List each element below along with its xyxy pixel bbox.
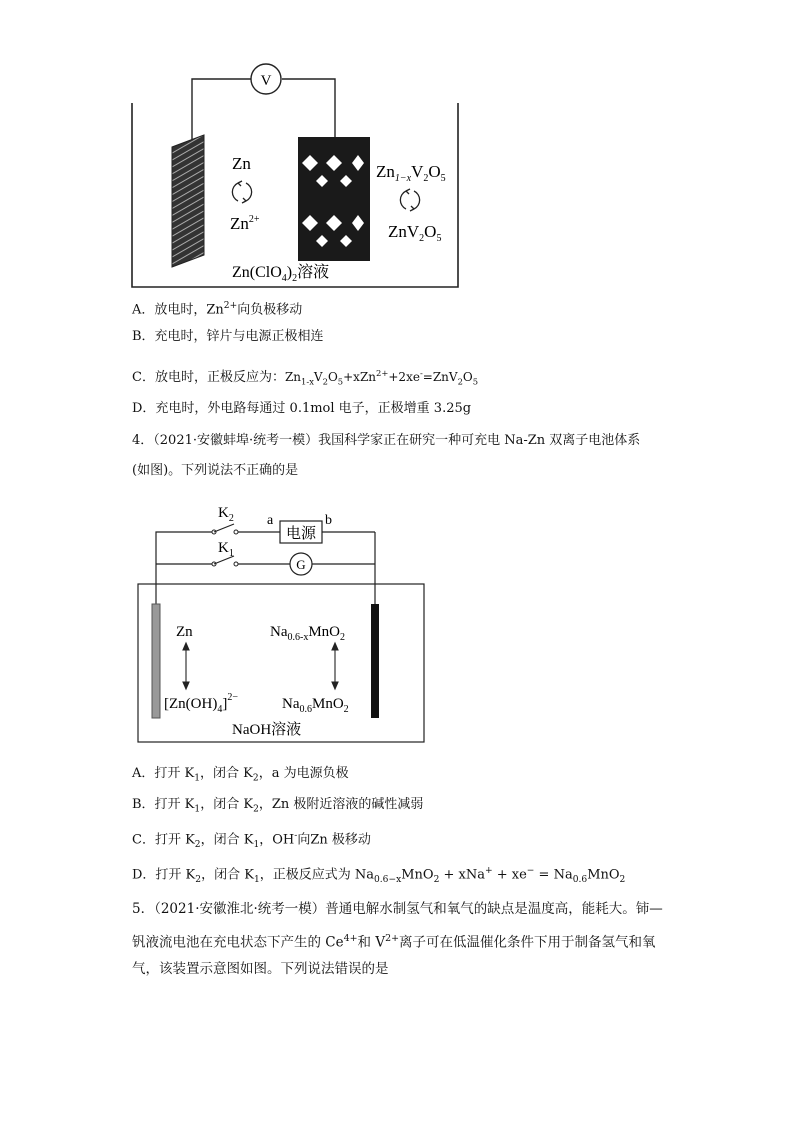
zn-electrode (152, 604, 160, 718)
figure-na-zn-battery (130, 500, 430, 748)
switch-k2[interactable] (212, 524, 238, 534)
label-naoh-solution: NaOH溶液 (232, 722, 302, 738)
q5-stem-line2: 钒液流电池在充电状态下产生的 $Ce^{4+}$和 $V^{2+}$离子可在低温催化条件下用于制备氢气和氧 (132, 933, 656, 951)
q4-option-a: A．打开 $K_1$，闭合 $K_2$，a 为电源负极 (132, 766, 349, 784)
cycle-arrows-left (232, 181, 251, 203)
q4-option-d: D．打开 $K_2$，闭合 $K_1$，正极反应式为 $Na_{0.6-x}MnO_2 + xNa^+ + xe^- = Na_{0.6}MnO_2$ (132, 866, 626, 885)
mno2-electrode (371, 604, 379, 718)
q5-stem-line1: 5．（2021·安徽淮北·统考一模）普通电解水制氢气和氧气的缺点是温度高，能耗大。铈— (132, 901, 663, 917)
label-a: a (267, 513, 274, 528)
arrow-right (332, 643, 338, 689)
label-zn1-xv2o5: $Zn_{1-x}V_2O_5$ (376, 162, 446, 184)
zinc-electrode (172, 135, 204, 267)
label-zn: Zn (176, 624, 193, 640)
arrow-left (183, 643, 189, 689)
label-k1: $K_1$ (218, 540, 234, 559)
figure-zn-battery (120, 55, 470, 290)
znv2o5-electrode (298, 137, 370, 261)
q4-stem-line1: 4．（2021·安徽蚌埠·统考一模）我国科学家正在研究一种可充电 Na-Zn 双离子电池体系 (132, 433, 641, 448)
svg-text:电源: 电源 (285, 526, 317, 542)
q4-option-c: C．打开 $K_2$，闭合 $K_1$，OH-向Zn 极移动 (132, 831, 371, 850)
label-zn2plus: $Zn^{2+}$ (230, 214, 260, 233)
svg-text:G: G (296, 557, 306, 572)
q3-option-c: C．放电时，正极反应为：$Zn_{1-x}V_2O_5+xZn^{2+}+2xe^-=ZnV_2O_5$ (132, 368, 479, 387)
q4-stem-line2: (如图)。下列说法不正确的是 (132, 463, 299, 478)
power-source (280, 521, 322, 543)
label-znv2o5: $ZnV_2O_5$ (388, 222, 442, 244)
label-zincate: $[Zn(OH)_4]^{2-}$ (164, 692, 238, 715)
q3-option-d: D．充电时，外电路每通过 0.1mol 电子，正极增重 3.25g (132, 401, 472, 416)
galvanometer (290, 553, 312, 575)
q3-option-a: A．放电时，$Zn^{2+}$向负极移动 (132, 301, 303, 318)
label-solution: $Zn(ClO_4)_2$溶液 (232, 264, 330, 284)
q3-option-b: B．充电时，锌片与电源正极相连 (132, 329, 324, 344)
q5-stem-line3: 气，该装置示意图如图。下列说法错误的是 (132, 961, 389, 977)
electrolytic-cell (138, 584, 424, 742)
switch-k1[interactable] (212, 556, 238, 566)
label-na0.6-mno2: $Na_{0.6}MnO_2$ (282, 696, 349, 715)
label-zn: Zn (232, 154, 251, 173)
label-b: b (325, 513, 332, 528)
voltmeter (251, 64, 281, 94)
svg-text:V: V (260, 73, 272, 89)
q4-option-b: B．打开 $K_1$，闭合 $K_2$，Zn 极附近溶液的碱性减弱 (132, 797, 424, 815)
label-k2: $K_2$ (218, 505, 234, 524)
label-na0.6-x-mno2: $Na_{0.6-x}MnO_2$ (270, 624, 346, 643)
cycle-arrows-right (400, 189, 419, 211)
